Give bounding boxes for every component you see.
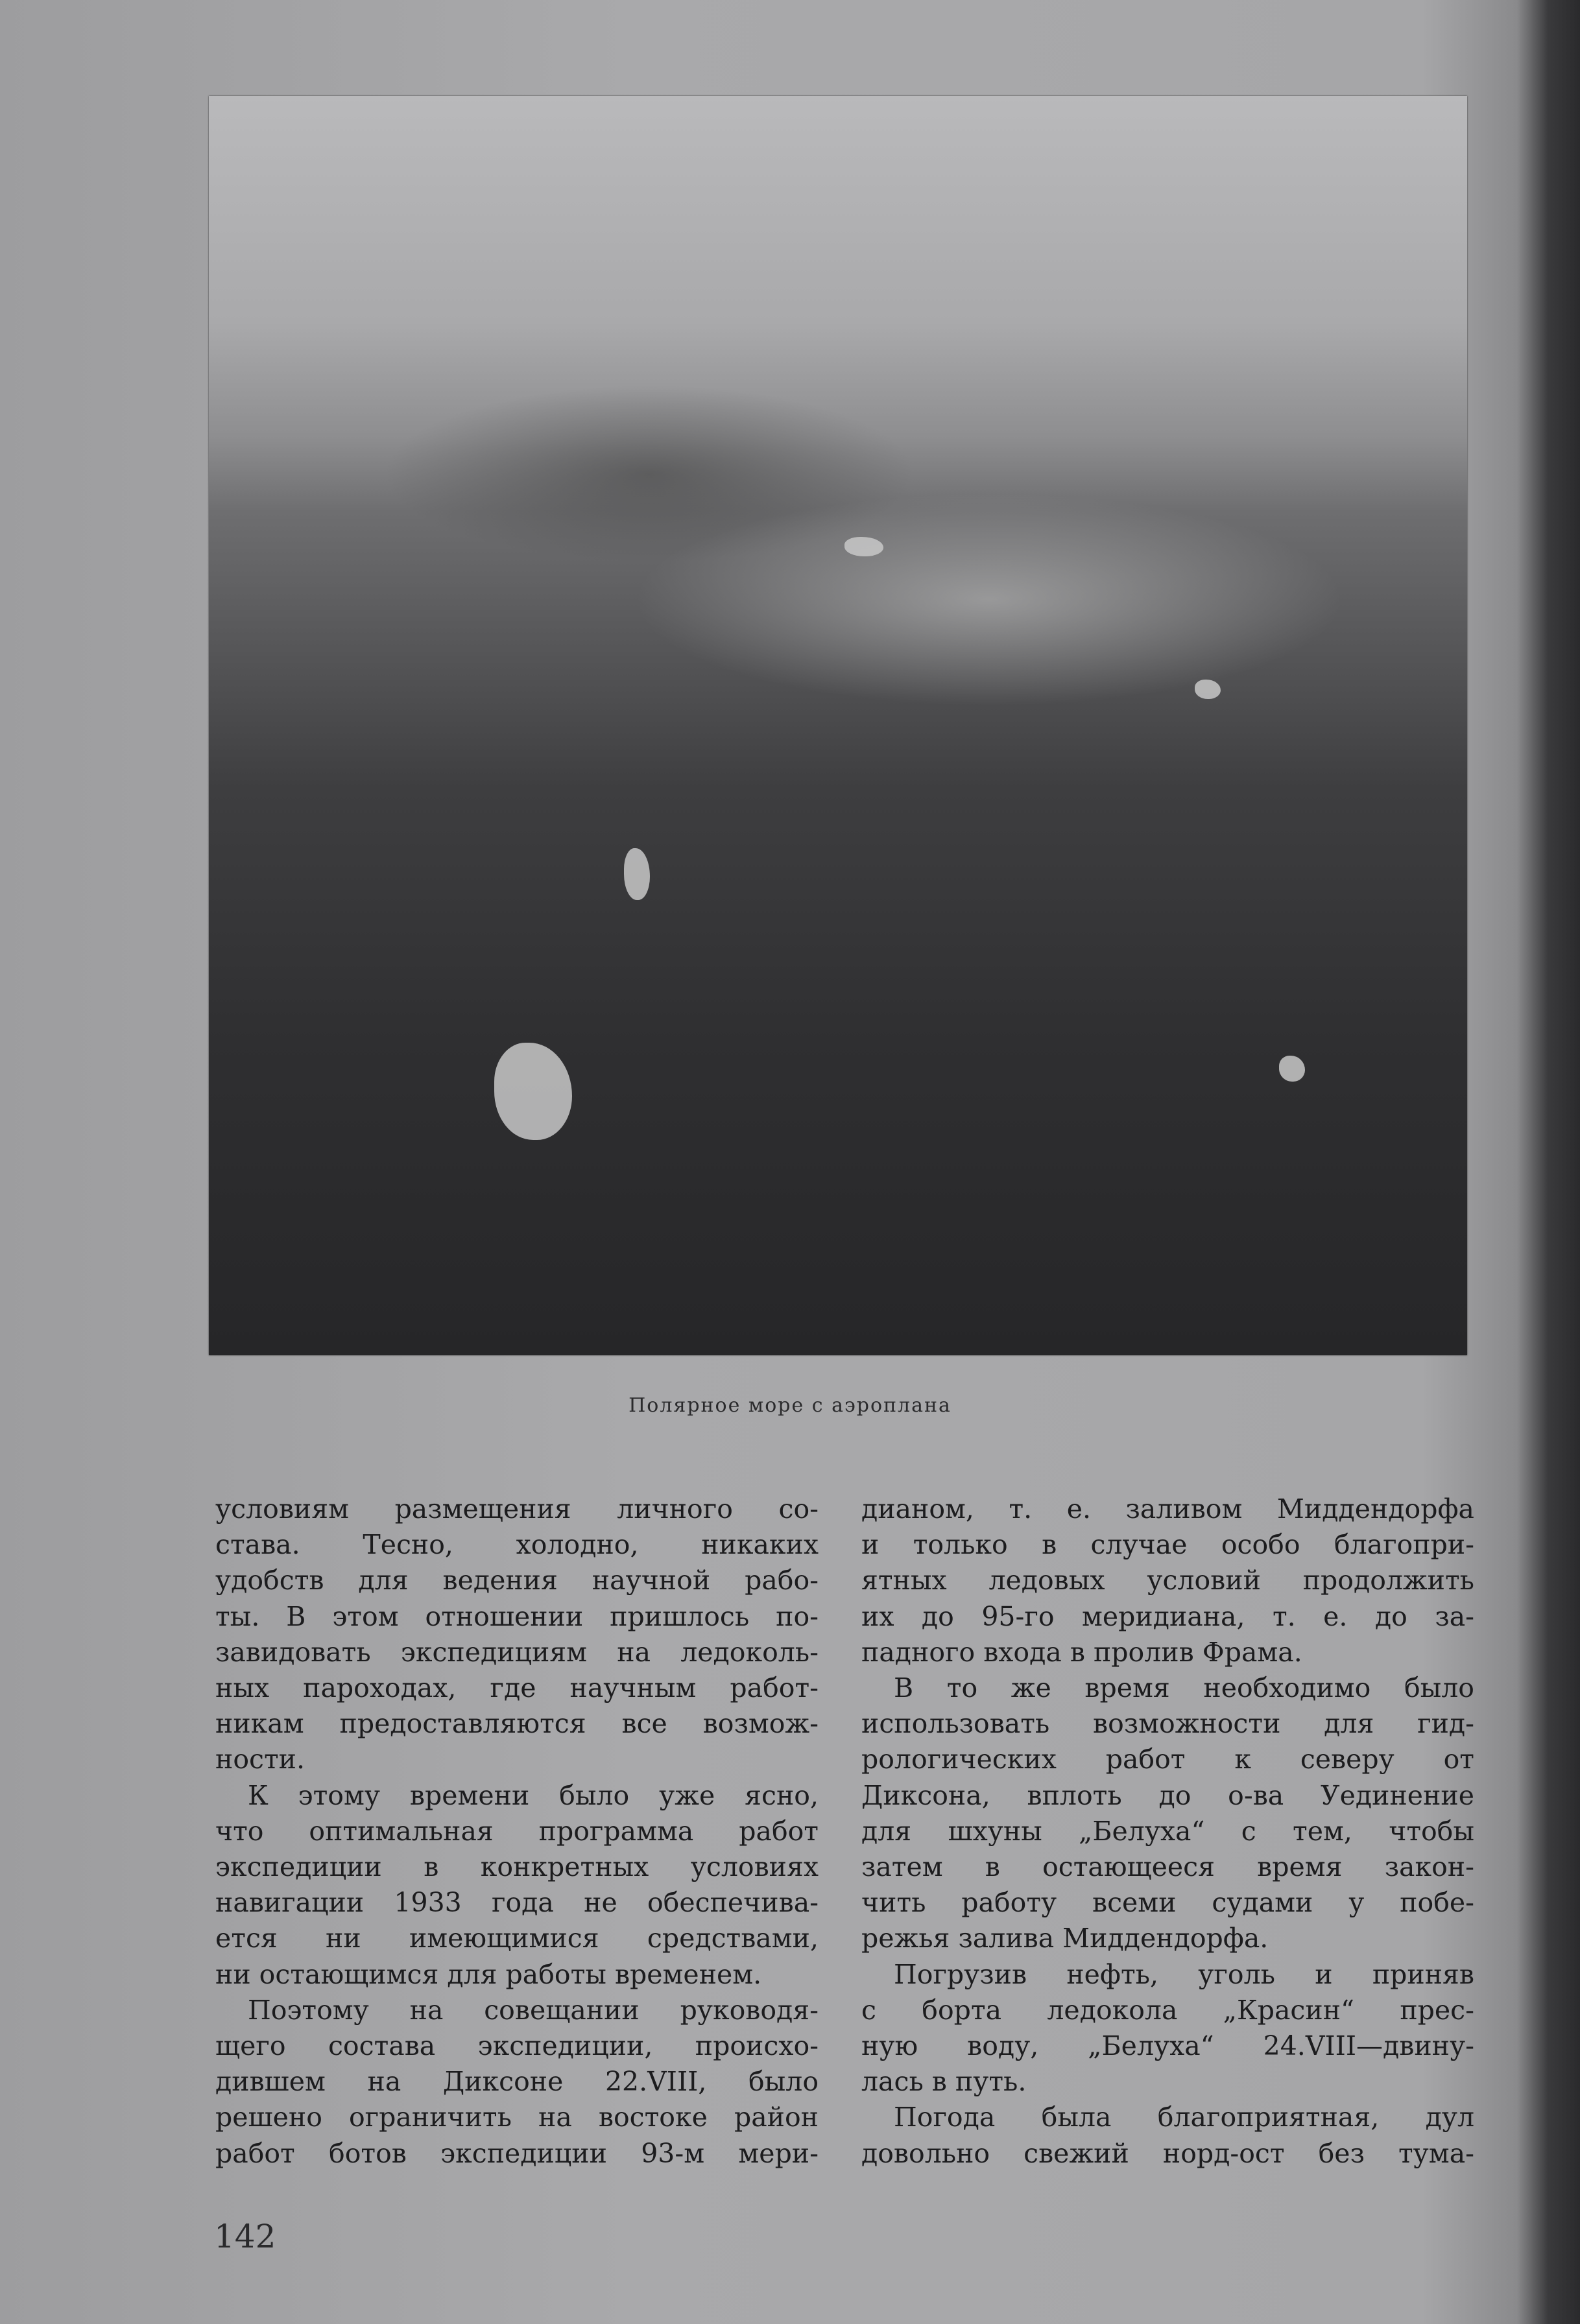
text-line: падного входа в пролив Фрама. <box>861 1636 1302 1668</box>
text-line: работ ботов экспедиции 93-м мери- <box>215 2137 819 2169</box>
text-line: лась в путь. <box>861 2066 1027 2098</box>
text-line: К этому времени было уже ясно, <box>248 1779 819 1811</box>
text-line: затем в остающееся время закон- <box>861 1851 1474 1883</box>
text-column-left <box>215 1491 819 2172</box>
text-line: дившем на Диксоне 22.VIII, было <box>215 2066 819 2098</box>
text-line: ется ни имеющимися средствами, <box>215 1923 819 1954</box>
text-line: ни остающимся для работы временем. <box>215 1958 762 1990</box>
text-line: ных пароходах, где научным работ- <box>215 1672 819 1704</box>
text-line: става. Тесно, холодно, никаких <box>215 1529 819 1561</box>
text-line: Погрузив нефть, уголь и приняв <box>894 1958 1474 1990</box>
text-line: ты. В этом отношении пришлось по- <box>215 1600 819 1632</box>
text-line: Поэтому на совещании руководя- <box>248 1994 819 2026</box>
ice-floe <box>624 848 650 900</box>
text-line: режья залива Миддендорфа. <box>861 1923 1269 1954</box>
text-line: экспедиции в конкретных условиях <box>215 1851 819 1883</box>
text-line: В то же время необходимо было <box>894 1672 1474 1704</box>
text-line: дианом, т. е. заливом Миддендорфа <box>861 1493 1474 1524</box>
text-line: щего состава экспедиции, происхо- <box>215 2030 819 2062</box>
text-line: Погода была благоприятная, дул <box>894 2102 1474 2133</box>
text-line: с борта ледокола „Красин“ прес- <box>861 1994 1474 2026</box>
ice-floe <box>494 1043 572 1140</box>
text-line: их до 95-го меридиана, т. е. до за- <box>861 1600 1474 1632</box>
text-line: что оптимальная программа работ <box>215 1815 819 1847</box>
text-line: ятных ледовых условий продолжить <box>861 1565 1474 1596</box>
ice-floe <box>1195 680 1221 699</box>
figure-caption: Полярное море с аэроплана <box>628 1394 952 1417</box>
text-line: навигации 1933 года не обеспечива- <box>215 1887 819 1919</box>
aerial-photo-polar-sea <box>209 96 1467 1355</box>
text-line: условиям размещения личного со- <box>215 1493 819 1524</box>
text-line: удобств для ведения научной рабо- <box>215 1565 819 1596</box>
text-line: Диксона, вплоть до о-ва Уединение <box>861 1779 1474 1811</box>
text-line: для шхуны „Белуха“ с тем, чтобы <box>861 1815 1474 1847</box>
text-line: завидовать экспедициям на ледоколь- <box>215 1636 819 1668</box>
text-line: ности. <box>215 1744 305 1775</box>
text-line: никам предоставляются все возмож- <box>215 1708 819 1740</box>
text-line: решено ограничить на востоке район <box>215 2102 819 2133</box>
text-column-right <box>861 1491 1474 2172</box>
text-line: и только в случае особо благопри- <box>861 1529 1474 1561</box>
ice-floe <box>1279 1056 1305 1082</box>
text-line: использовать возможности для гид- <box>861 1708 1474 1740</box>
text-line: довольно свежий норд-ост без тума- <box>861 2137 1474 2169</box>
ice-floe <box>844 537 883 556</box>
text-line: рологических работ к северу от <box>861 1744 1474 1775</box>
text-line: ную воду, „Белуха“ 24.VIII—двину- <box>861 2030 1474 2062</box>
text-line: чить работу всеми судами у побе- <box>861 1887 1474 1919</box>
page-number: 142 <box>214 2218 276 2255</box>
